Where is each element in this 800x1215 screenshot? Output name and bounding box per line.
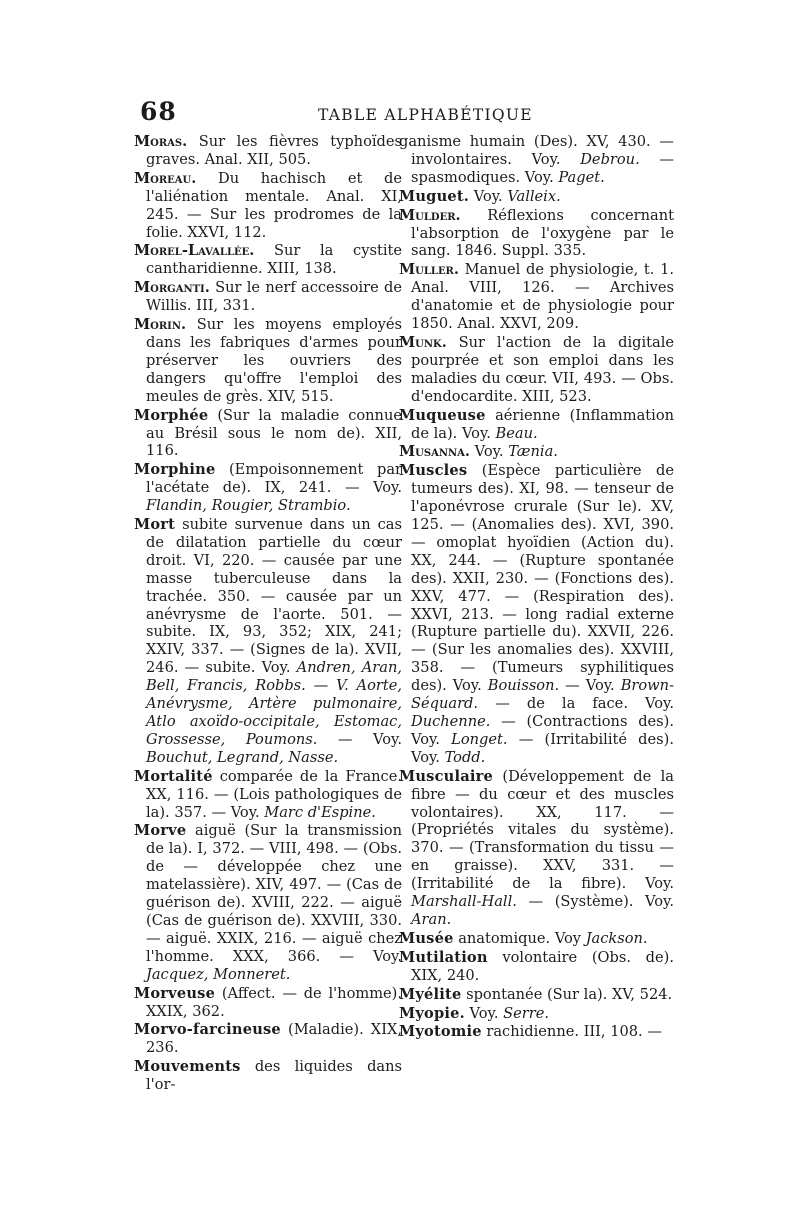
entry-headword: Muller.: [399, 261, 459, 279]
index-entry: [134, 768, 402, 822]
entry-headword: Myotomie: [399, 1023, 482, 1041]
index-entry: [134, 407, 402, 461]
entry-reference: Debrou.: [580, 150, 640, 168]
entry-text: (Développement de la fibre — du cœur et des muscles volontaires). XX, 117. — (Propriétés vitales du système). 370. — (Transformation du tissu — en graisse). XXV, 331. — (Irritabilité de la fibre). Voy.: [411, 767, 674, 893]
running-title: TABLE ALPHABÉTIQUE: [318, 106, 533, 124]
entry-text: Sur le nerf accessoire de Willis. III, 331.: [146, 279, 402, 315]
right-column: [399, 133, 674, 1042]
entry-text: Sur les fièvres typhoïdes graves. Anal. XII, 505.: [146, 133, 402, 168]
entry-text: des liquides dans l'or-: [146, 1058, 402, 1094]
entry-text: comparée de la France. XX, 116. — (Lois pathologiques de la). 357. — Voy.: [146, 767, 402, 821]
entry-headword: Mort: [134, 516, 176, 534]
entry-reference: Marshall-Hall.: [411, 893, 517, 911]
index-entry: [134, 985, 402, 1021]
entry-headword: Morphée: [134, 406, 209, 424]
entry-headword: Mouvements: [134, 1058, 241, 1076]
entry-reference: Andren, Aran, Bell, Francis, Robbs. — V. Aorte, Anévrysme, Artère pulmonaire, Atlo axoïdo-occipitale, Estomac, Grossesse, Poumons.: [146, 659, 402, 748]
index-entry: [399, 1023, 674, 1041]
entry-reference: Todd.: [444, 748, 486, 766]
entry-reference: Tænia.: [508, 443, 558, 461]
index-entry: [134, 133, 402, 169]
entry-reference: Duchenne.: [411, 713, 491, 730]
entry-text: ganisme humain (Des). XV, 430. — involontaires. Voy.: [399, 133, 674, 168]
index-entry: [134, 170, 402, 242]
entry-text: — Voy.: [317, 730, 402, 748]
entry-text: — (Contractions des). Voy.: [411, 713, 674, 748]
entry-text: (Empoisonnement par l'acétate de). IX, 241. — Voy.: [146, 461, 402, 497]
entry-text: — (Irritabilité des). Voy.: [411, 730, 674, 766]
entry-reference: Bouisson.: [487, 677, 560, 695]
entry-text: — spasmodiques. Voy.: [411, 150, 674, 186]
index-entry: [134, 242, 402, 278]
page-number: 68: [140, 97, 177, 126]
entry-reference: Beau.: [495, 424, 538, 442]
index-entry: [134, 516, 402, 767]
entry-reference: Jackson.: [585, 929, 648, 947]
entry-headword: Mutilation: [399, 948, 488, 966]
index-entry: [399, 930, 674, 948]
entry-text: (Espèce particulière de tumeurs des). XI, 98. — tenseur de l'aponévrose crurale (Sur le). XV, 125. — (Anomalies des). XVI, 390. — omoplat hyoïdien (Action du). XX, 244. — (Rupture spontanée des). XXII, 230. — (Fonctions des). XXV, 477. — (Respiration des). XXVI, 213. — long radial externe (Rupture partielle du). XXVII, 226. — (Sur les anomalies des). XXVIII, 358. — (Tumeurs syphilitiques des). Voy.: [411, 462, 674, 695]
left-column: [134, 133, 402, 1095]
entry-text: — de la face. Voy.: [478, 695, 674, 713]
entry-text: spontanée (Sur la). XV, 524.: [461, 985, 673, 1003]
entry-text: (Maladie). XIX, 236.: [146, 1021, 402, 1057]
entry-headword: Morvo-farcineuse: [134, 1021, 281, 1039]
entry-headword: Muguet.: [399, 187, 470, 205]
entry-text: rachidienne. III, 108. —: [481, 1023, 662, 1041]
index-entry: [399, 188, 674, 206]
index-entry: [134, 822, 402, 983]
index-entry: [399, 949, 674, 985]
index-entry: [399, 334, 674, 406]
index-entry: [134, 316, 402, 406]
entry-reference: Brown-Séquard.: [411, 677, 674, 713]
index-entry: [134, 279, 402, 315]
entry-text: Sur l'action de la digitale pourprée et son emploi dans les maladies du cœur. VII, 493. — Obs. d'endocardite. XIII, 523.: [411, 333, 674, 405]
entry-text: aérienne (Inflammation de la). Voy.: [411, 406, 674, 442]
entry-headword: Mulder.: [399, 206, 461, 224]
entry-headword: Moras.: [134, 133, 188, 150]
entry-text: anatomique. Voy: [453, 929, 586, 947]
entry-headword: Musculaire: [399, 767, 493, 785]
index-entry: [399, 1005, 674, 1023]
entry-text: Voy.: [469, 187, 508, 205]
index-entry: [134, 461, 402, 515]
entry-reference: Serre.: [503, 1004, 549, 1022]
entry-headword: Munk.: [399, 333, 447, 351]
entry-text: aiguë (Sur la transmission de la). I, 372. — VIII, 498. — (Obs. de — développée chez une matelassière). XIV, 497. — (Cas de guérison de). XVIII, 222. — aiguë (Cas de guérison de). XXVIII, 330. — aiguë. XXIX, 216. — aiguë chez l'homme. XXX, 366. — Voy.: [146, 822, 402, 965]
entry-reference: Valleix.: [507, 187, 561, 205]
entry-headword: Musée: [399, 929, 454, 947]
index-entry: [399, 261, 674, 333]
entry-headword: Morel-Lavallée.: [134, 242, 255, 260]
entry-text: subite survenue dans un cas de dilatation partielle du cœur droit. VI, 220. — causée par une masse tuberculeuse dans la trachée. 350. — causée par un anévrysme de l'aorte. 501. — subite. IX, 93, 352; XIX, 241; XXIV, 337. — (Signes de la). XVII, 246. — subite. Voy.: [146, 516, 402, 677]
entry-reference: Aran.: [411, 910, 452, 928]
index-entry: [399, 133, 674, 187]
entry-headword: Morphine: [134, 461, 216, 479]
entry-headword: Muscles: [399, 462, 468, 480]
entry-reference: Bouchut, Legrand, Nasse.: [146, 748, 339, 766]
index-entry: [399, 768, 674, 929]
entry-text: — (Système). Voy.: [516, 893, 674, 911]
entry-reference: Flandin, Rougier, Strambio.: [146, 497, 351, 515]
entry-text: (Affect. — de l'homme). XXIX, 362.: [146, 984, 402, 1020]
entry-headword: Myopie.: [399, 1004, 465, 1022]
entry-text: Du hachisch et de l'aliénation mentale. Anal. XI, 245. — Sur les prodromes de la folie. XXVI, 112.: [146, 169, 402, 241]
entry-reference: Marc d'Espine.: [264, 803, 376, 821]
entry-reference: Jacquez, Monneret.: [146, 965, 291, 983]
entry-text: Sur les moyens employés dans les fabriques d'armes pour préserver les ouvriers des dangers qu'offre l'emploi des meules de grès. XIV, 515.: [146, 316, 402, 405]
entry-text: (Sur la maladie connue au Brésil sous le nom de). XII, 116.: [146, 406, 402, 460]
entry-text: Réflexions concernant l'absorption de l'oxygène par le sang. 1846. Suppl. 335.: [411, 206, 674, 260]
entry-text: Voy.: [469, 443, 509, 461]
entry-headword: Morganti.: [134, 279, 210, 297]
entry-headword: Musanna.: [399, 443, 470, 461]
entry-headword: Morve: [134, 822, 187, 840]
index-entry: [134, 1021, 402, 1057]
index-entry: [399, 443, 674, 461]
entry-headword: Morin.: [134, 316, 187, 334]
index-entry: [134, 1058, 402, 1094]
index-entry: [399, 407, 674, 443]
entry-headword: Muqueuse: [399, 406, 486, 424]
entry-headword: Mortalité: [134, 767, 213, 785]
index-entry: [399, 207, 674, 261]
entry-text: — Voy.: [559, 677, 621, 695]
entry-text: volontaire (Obs. de). XIX, 240.: [411, 948, 674, 984]
entry-text: Manuel de physiologie, t. 1. Anal. VIII, 126. — Archives d'anatomie et de physiologie pour 1850. Anal. XXVI, 209.: [411, 261, 674, 333]
entry-reference: Paget.: [558, 168, 605, 186]
entry-headword: Moreau.: [134, 169, 197, 187]
entry-headword: Myélite: [399, 985, 462, 1003]
entry-text: Voy.: [464, 1004, 504, 1022]
index-entry: [399, 462, 674, 766]
entry-text: Sur la cystite cantharidienne. XIII, 138.: [146, 242, 402, 278]
entry-headword: Morveuse: [134, 984, 216, 1002]
entry-reference: Longet.: [451, 730, 508, 748]
index-entry: [399, 986, 674, 1004]
